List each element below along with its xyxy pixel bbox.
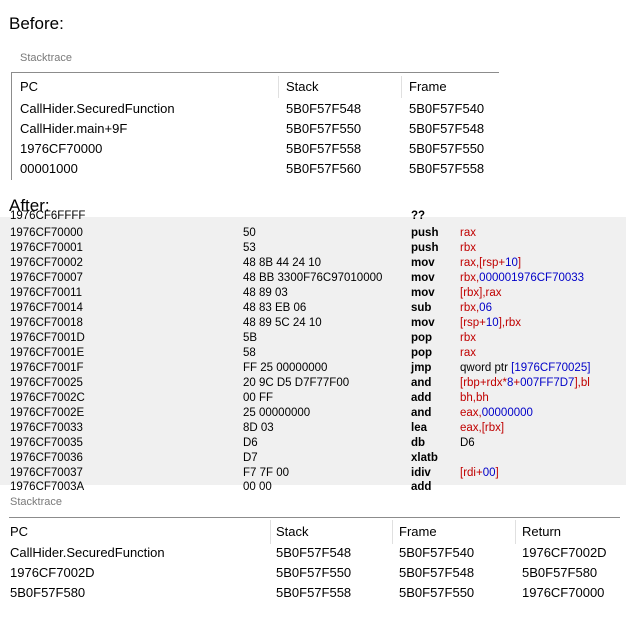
operand-token: rax: [460, 227, 476, 239]
stack-pc-cell: 00001000: [20, 161, 78, 176]
before-heading: Before:: [9, 14, 64, 33]
instruction-opcode: idiv: [411, 467, 431, 479]
instruction-bytes: FF 25 00000000: [243, 362, 328, 374]
disassembly-partial-row: 1976CF7003A 00 00 add: [10, 481, 432, 493]
instruction-address: 1976CF70035: [10, 437, 83, 449]
after-stacktrace-panel: [0, 488, 626, 621]
stack-frame-cell: 5B0F57F550: [399, 585, 475, 600]
disassembly-row[interactable]: [0, 256, 626, 271]
disassembly-row[interactable]: [0, 346, 626, 361]
operand-token: ]: [517, 257, 522, 269]
operand-token: rbx: [460, 242, 476, 254]
instruction-operands: [460, 256, 521, 271]
instruction-address: 1976CF70014: [10, 302, 83, 314]
stack-stack-cell: 5B0F57F560: [286, 161, 362, 176]
stack-stack-cell: 5B0F57F558: [286, 141, 362, 156]
after-heading: After:: [9, 196, 50, 215]
operand-token: 8: [506, 377, 514, 389]
stack-frame-cell: 5B0F57F548: [399, 565, 475, 580]
before-stack-row[interactable]: [11, 121, 499, 141]
instruction-opcode: db: [411, 437, 426, 449]
operand-token: bh,bh: [460, 392, 489, 404]
operand-token: ],rbx: [498, 317, 522, 329]
instruction-address: 1976CF70033: [10, 422, 83, 434]
before-stack-row[interactable]: [11, 141, 499, 161]
before-col-frame[interactable]: Frame: [409, 79, 447, 94]
stack-frame-cell: 5B0F57F550: [409, 141, 485, 156]
instruction-bytes: 53: [243, 242, 256, 254]
instruction-bytes: 48 89 5C 24 10: [243, 317, 322, 329]
instruction-operands: [460, 391, 489, 406]
operand-token: rbx,: [460, 302, 480, 314]
disassembly-row[interactable]: [0, 436, 626, 451]
instruction-opcode: lea: [411, 422, 427, 434]
instruction-bytes: 58: [243, 347, 256, 359]
instruction-bytes: D7: [243, 452, 258, 464]
operand-token: [rbx],rax: [460, 287, 502, 299]
stack-return-cell: 5B0F57F580: [522, 565, 598, 580]
after-col-return[interactable]: Return: [522, 524, 562, 539]
after-stack-row[interactable]: [0, 585, 626, 605]
operand-token: 00000000: [481, 407, 533, 419]
operand-token: 10: [485, 317, 499, 329]
instruction-address: 1976CF70036: [10, 452, 83, 464]
instruction-operands: [460, 466, 499, 481]
instruction-address: 1976CF70011: [10, 287, 83, 299]
disassembly-partial-row: 1976CF6FFFF ??: [10, 210, 426, 222]
instruction-bytes: 00 FF: [243, 392, 274, 404]
disassembly-row[interactable]: [0, 376, 626, 391]
instruction-opcode: mov: [411, 317, 435, 329]
instruction-opcode: xlatb: [411, 452, 438, 464]
stack-pc-cell: 1976CF70000: [20, 141, 103, 156]
instruction-opcode: add: [411, 392, 432, 404]
stack-pc-cell: 1976CF7002D: [10, 565, 95, 580]
instruction-address: 1976CF70000: [10, 227, 83, 239]
instruction-address: 1976CF70001: [10, 242, 83, 254]
operand-token: qword ptr: [460, 362, 512, 374]
instruction-operands: [460, 241, 476, 256]
after-col-pc[interactable]: PC: [10, 524, 29, 539]
instruction-address: 1976CF7002E: [10, 407, 85, 419]
before-stacktrace-title: Stacktrace: [20, 52, 72, 64]
instruction-bytes: 48 BB 3300F76C97010000: [243, 272, 383, 284]
before-col-sep[interactable]: [278, 76, 279, 98]
instruction-address: 1976CF70025: [10, 377, 83, 389]
instruction-opcode: pop: [411, 347, 433, 359]
operand-token: [rsp+: [460, 317, 486, 329]
instruction-address: 1976CF70018: [10, 317, 83, 329]
disassembly-row[interactable]: [0, 241, 626, 256]
instruction-address: 1976CF7001E: [10, 347, 85, 359]
operand-token: 007FF7D7: [520, 377, 575, 389]
instruction-address: 1976CF70037: [10, 467, 83, 479]
stack-return-cell: 1976CF7002D: [522, 545, 607, 560]
operand-token: rax,[rsp+: [460, 257, 506, 269]
operand-token: rax: [460, 347, 476, 359]
operand-token: 00: [482, 467, 496, 479]
instruction-bytes: 25 00000000: [243, 407, 311, 419]
operand-token: [rdi+: [460, 467, 483, 479]
disassembly-row[interactable]: [0, 466, 626, 481]
after-col-frame[interactable]: Frame: [399, 524, 437, 539]
after-stacktrace-title: Stacktrace: [10, 496, 62, 508]
instruction-bytes: 48 89 03: [243, 287, 288, 299]
stack-frame-cell: 5B0F57F558: [409, 161, 485, 176]
instruction-operands: [460, 226, 476, 241]
instruction-operands: [460, 316, 521, 331]
operand-token: rbx: [460, 332, 476, 344]
instruction-operands: [460, 346, 476, 361]
instruction-opcode: mov: [411, 257, 435, 269]
disassembly-row[interactable]: [0, 451, 626, 466]
instruction-opcode: and: [411, 407, 432, 419]
instruction-operands: [460, 421, 504, 436]
before-col-sep[interactable]: [401, 76, 402, 98]
disassembly-row[interactable]: [0, 421, 626, 436]
before-col-stack[interactable]: Stack: [286, 79, 319, 94]
instruction-opcode: mov: [411, 272, 435, 284]
disassembly-row[interactable]: [0, 286, 626, 301]
instruction-opcode: jmp: [411, 362, 432, 374]
instruction-bytes: 20 9C D5 D7F77F00: [243, 377, 350, 389]
stack-pc-cell: CallHider.main+9F: [20, 121, 128, 136]
instruction-opcode: and: [411, 377, 432, 389]
disassembly-row[interactable]: [0, 301, 626, 316]
operand-token: 06: [479, 302, 492, 314]
instruction-operands: [460, 271, 584, 286]
stack-stack-cell: 5B0F57F550: [286, 121, 362, 136]
instruction-bytes: 48 8B 44 24 10: [243, 257, 322, 269]
operand-token: [rbp+rdx*: [460, 377, 507, 389]
instruction-operands: [460, 406, 533, 421]
after-col-sep[interactable]: [392, 520, 393, 544]
operand-token: +: [513, 377, 521, 389]
operand-token: eax,: [460, 407, 482, 419]
after-title-divider: [9, 517, 620, 518]
stack-stack-cell: 5B0F57F548: [286, 101, 362, 116]
disassembly-row[interactable]: [0, 331, 626, 346]
instruction-address: 1976CF70002: [10, 257, 83, 269]
operand-token: eax,[rbx]: [460, 422, 505, 434]
stack-pc-cell: 5B0F57F580: [10, 585, 86, 600]
disassembly-row[interactable]: [0, 406, 626, 421]
stack-pc-cell: CallHider.SecuredFunction: [20, 101, 175, 116]
before-title-divider: [11, 72, 499, 73]
disassembly-row[interactable]: [0, 226, 626, 241]
disassembly-view[interactable]: [0, 210, 626, 493]
stack-pc-cell: CallHider.SecuredFunction: [10, 545, 165, 560]
instruction-address: 1976CF7002C: [10, 392, 85, 404]
operand-token: 10: [505, 257, 518, 269]
instruction-address: 1976CF7001F: [10, 362, 84, 374]
operand-token: D6: [460, 437, 475, 449]
after-col-sep[interactable]: [270, 520, 271, 544]
instruction-address: 1976CF70007: [10, 272, 83, 284]
after-stack-row[interactable]: [0, 565, 626, 585]
instruction-bytes: F7 7F 00: [243, 467, 290, 479]
before-stacktrace-panel: [11, 46, 499, 180]
operand-token: rbx,: [460, 272, 480, 284]
instruction-opcode: push: [411, 242, 439, 254]
instruction-opcode: sub: [411, 302, 432, 314]
instruction-operands: [460, 301, 492, 316]
instruction-opcode: mov: [411, 287, 435, 299]
stack-stack-cell: 5B0F57F548: [276, 545, 352, 560]
after-col-sep[interactable]: [515, 520, 516, 544]
disassembly-row[interactable]: [0, 361, 626, 376]
instruction-operands: [460, 286, 502, 301]
instruction-operands: [460, 331, 476, 346]
before-stack-row[interactable]: [11, 101, 499, 121]
operand-token: ],bl: [574, 377, 590, 389]
stack-frame-cell: 5B0F57F540: [409, 101, 485, 116]
before-col-pc[interactable]: PC: [20, 79, 39, 94]
instruction-operands: [460, 436, 475, 451]
instruction-opcode: pop: [411, 332, 433, 344]
instruction-bytes: 8D 03: [243, 422, 274, 434]
operand-token: 000001976CF70033: [479, 272, 585, 284]
stack-return-cell: 1976CF70000: [522, 585, 605, 600]
instruction-bytes: 50: [243, 227, 256, 239]
operand-token: [1976CF70025]: [511, 362, 591, 374]
disassembly-row[interactable]: [0, 271, 626, 286]
instruction-operands: [460, 376, 590, 391]
disassembly-row[interactable]: [0, 316, 626, 331]
disassembly-row[interactable]: [0, 391, 626, 406]
instruction-bytes: 5B: [243, 332, 258, 344]
operand-token: ]: [495, 467, 499, 479]
stack-stack-cell: 5B0F57F558: [276, 585, 352, 600]
before-stack-row[interactable]: [11, 161, 499, 181]
instruction-address: 1976CF7001D: [10, 332, 85, 344]
stack-frame-cell: 5B0F57F548: [409, 121, 485, 136]
instruction-opcode: push: [411, 227, 439, 239]
stack-frame-cell: 5B0F57F540: [399, 545, 475, 560]
instruction-bytes: 48 83 EB 06: [243, 302, 307, 314]
after-col-stack[interactable]: Stack: [276, 524, 309, 539]
instruction-bytes: D6: [243, 437, 258, 449]
instruction-operands: [460, 361, 590, 376]
stack-stack-cell: 5B0F57F550: [276, 565, 352, 580]
after-stack-row[interactable]: [0, 545, 626, 565]
